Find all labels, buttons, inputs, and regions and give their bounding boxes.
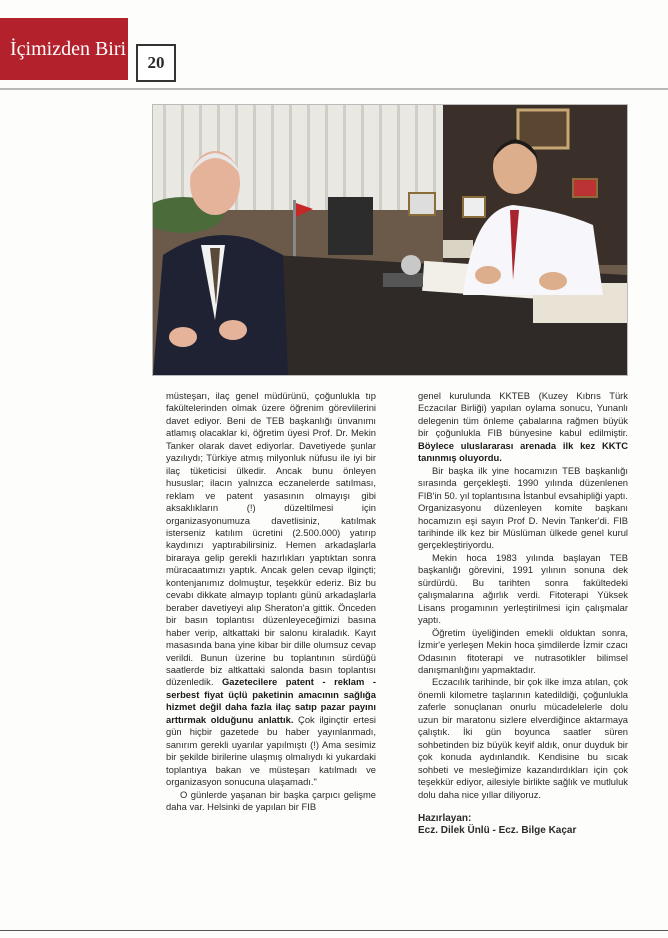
header-rule <box>0 88 668 90</box>
article-column-right <box>418 390 628 837</box>
credits-names: Ecz. Dilek Ünlü - Ecz. Bilge Kaçar <box>418 824 577 836</box>
paragraph-text: Çok ilginçtir ertesi gün hiçbir gazetede bu haber yayınlanmadı, sanırım gerekli uyarılar yapılmıştı (!) Ama sesimiz bir şekilde birilerine ulaşmış olmalıydı ki yukardaki toplantıya bakan ve müsteşarı katılmadı ve organizasyon sonucuna ulaşamadı." <box>166 713 377 788</box>
section-tab <box>0 18 128 80</box>
highlight-text: Böylece uluslararası arenada ilk kez KKTC tanınmış oluyordu. <box>418 439 628 464</box>
page-number: 20 <box>136 44 176 82</box>
article-paragraph: O günlerde yaşanan bir başka çarpıcı gelişme daha var. Helsinki de yapılan bir FIB <box>166 788 376 812</box>
paragraph-text: genel kurulunda KKTEB (Kuzey Kıbrıs Türk Eczacılar Birliği) yapılan oylama sonucu, Yunanlı delegenin tüm önleme çabalarına rağmen büyük bir çoğunlukla FIB bünyesine kabul edilmiştir. <box>418 390 628 439</box>
credits-label: Hazırlayan: <box>418 812 472 824</box>
article-paragraph: Öğretim üyeliğinden emekli olduktan sonra, İzmir'e yerleşen Mekin hoca şimdilerde İzmir czacı Odasının fitoterapi ve nutrasotikler bilimsel danışmanlığını yapmaktadır. <box>418 626 628 675</box>
highlight-text: Gazetecilere patent - reklam - serbest fiyat üçlü paketinin amacının sağlığa hizmet değil daha fazla ilaç satıp pazar payını arttırmak olduğunu anlattık. <box>166 676 376 725</box>
section-title: İçimizden Biri <box>10 38 127 60</box>
paragraph-text: müsteşarı, ilaç genel müdürünü, çoğunlukla tıp fakültelerinden olmak üzere öğrenim görevlilerini davet ediyor. Beni de TEB başkanlığı ünvanımı atlamış olacaklar ki, öğretim üyesi Prof. Dr. Mekin Tanker olarak davet ediyorlar. Davetiyede şunlar yazılıydı; Türkiye atmış milyonluk nüfusu ile iyi bir ilaç tüketicisi ülkedir. Ancak bunu önleyen hususlar; ilacın yalnızca eczanelerde satılması, reklam ve patent yasasının olmayışı gibi aksaklıkların (!) düzeltilmesi için organizasyonumuza davetlisiniz, katılmak isterseniz katılım ücretini (2.500.000) yatırıp kaydınızı yaptırabilirsiniz. Hemen arkadaşlarla biraraya gelip gerekli hazırlıkları yaptıktan sonra müracaatımızı yaptık. Ancak gelen cevap ilginçti; kontenjanımız dolmuştur, teşekkür ederiz. Biz bu cevabı dikkate almayıp toplantı günü arkadaşlarla beraber davetiyeyi alıp Sheraton'a gittik. Önceden bir basın toplantısı düzenleyeceğimizi basına haber verip, altkattaki bir salonu kiraladık. Kayıt masasında bana yine kibar bir dille olumsuz cevap verildi. Bunun üzerine bu toplantının sürdüğü saatlerde biz altkattaki salonda basın toplantısı düzenledik. <box>166 390 376 688</box>
article-paragraph: Mekin hoca 1983 yılında başlayan TEB başkanlığı görevini, 1991 yılının sonuna dek sürdürdü. Bu tarihten sonra fakültedeki çalışmalarına ağırlık verdi. Fitoterapi Yüksek Lisans progamının yerleştirilmesi için çalışmalar yaptı. <box>418 551 628 626</box>
article-photo <box>152 104 628 376</box>
article-paragraph <box>418 390 628 465</box>
photo-illustration <box>153 105 627 375</box>
footer-rule <box>0 930 668 931</box>
article-paragraph: Eczacılık tarihinde, bir çok ilke imza atılan, çok önemli kilometre taşlarının katedildiği, çoğunlukla zaferle sonuçlanan onurlu mücadelelerle dolu uzun bir maratonu sizlere elverdiğince aktarmaya çalıştık. İki gün boyunca saatler süren sohbetinden biz büyük keyif aldık, onur duyduk bir çok konuda aydınlandık. Kendisine bu sıcak sohbeti ve mesleğimize kazandırdıkları için çok teşekkür ediyor, ailesiyle birlikte sağlık ve mutluluk dolu daha nice yıllar diliyoruz. <box>418 676 628 800</box>
credits <box>418 813 628 837</box>
article-paragraph <box>166 390 376 789</box>
article-column-left <box>166 390 376 813</box>
article-paragraph: Bir başka ilk yine hocamızın TEB başkanlığı sırasında gerçekleşti. 1990 yılında düzenlenen FIB'in 50. yıl toplantısına İstanbul evsahipliği yaptı. Organizasyonu düzenleyen komite başkanı hocamızın eşi sayın Prof D. Nevin Tanker'di. FIB tarihinde ilk kez bir Müslüman ülkede genel kurul gerçekleştiriyordu. <box>418 464 628 551</box>
